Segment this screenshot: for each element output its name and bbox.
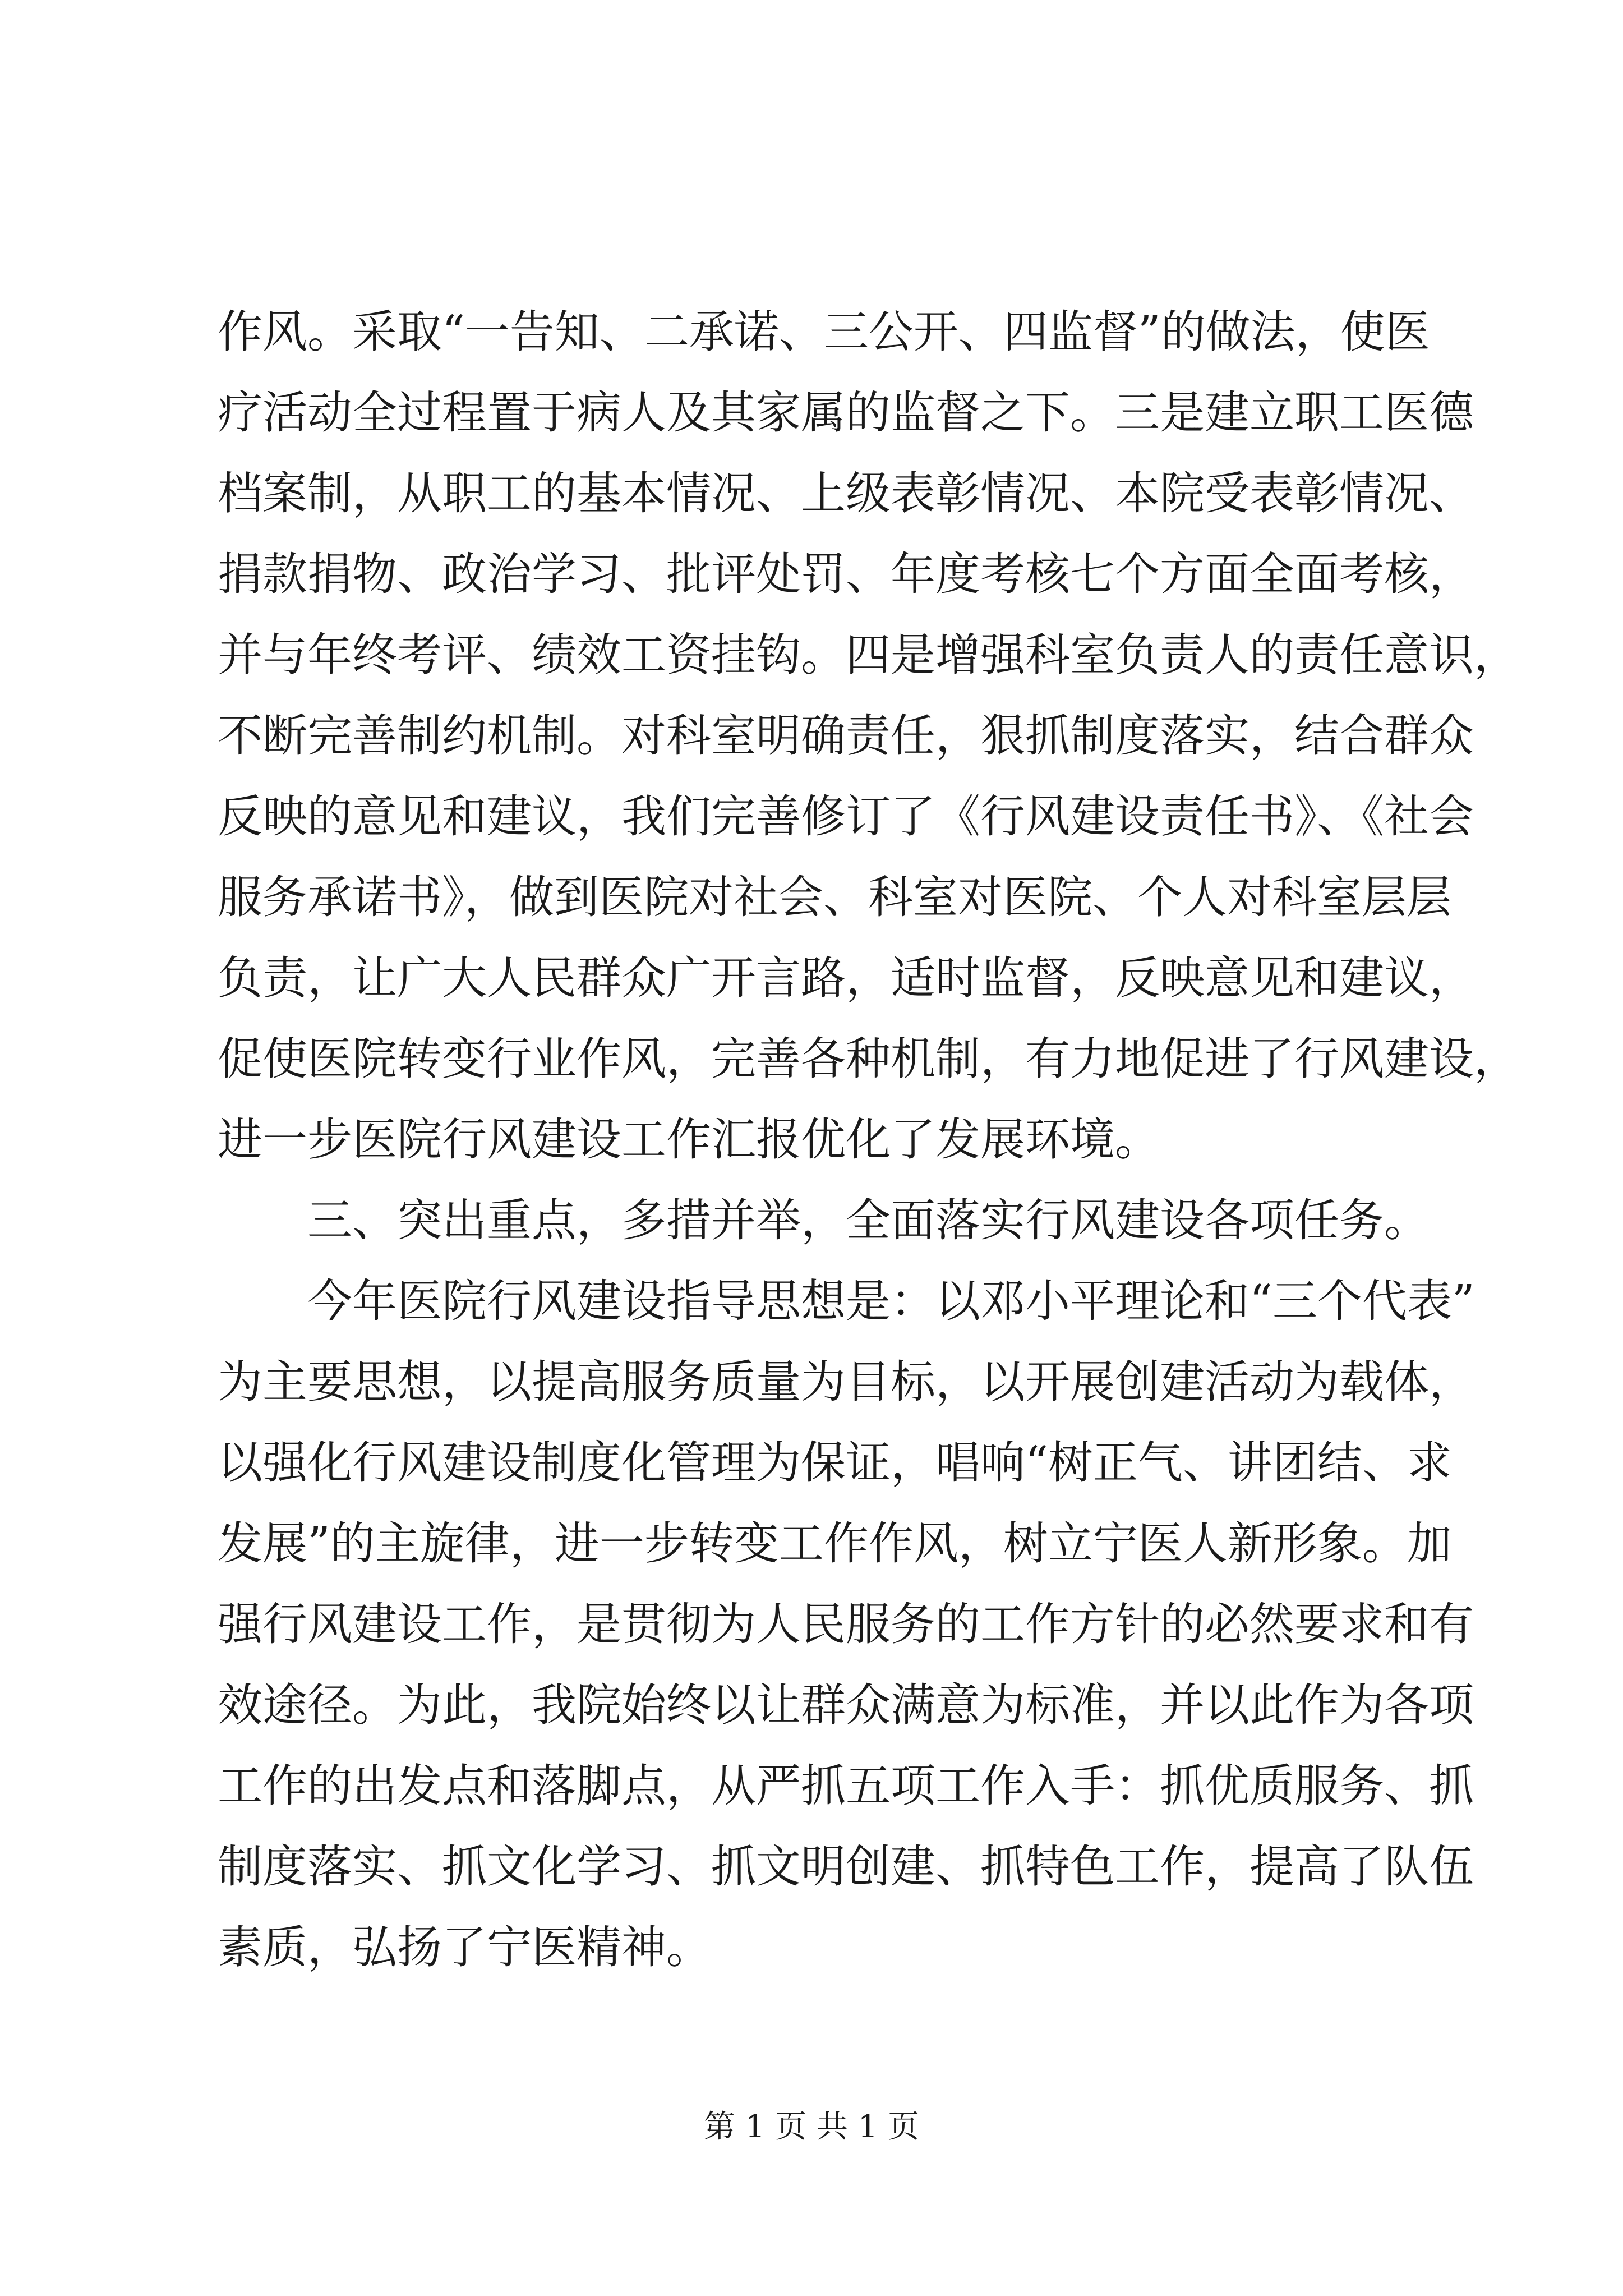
text-line: 并与年终考评、绩效工资挂钩。四是增强科室负责人的责任意识，	[218, 629, 1519, 681]
text-line: 捐款捐物、政治学习、批评处罚、年度考核七个方面全面考核，	[218, 548, 1474, 600]
document-body	[218, 292, 1519, 1988]
text-line: 作风。采取“一告知、二承诺、三公开、四监督”的做法，使医	[218, 306, 1430, 358]
text-line: 负责，让广大人民群众广开言路，适时监督，反映意见和建议，	[218, 952, 1474, 1004]
page-number-footer: 第 1 页 共 1 页	[703, 2109, 920, 2145]
text-line: 制度落实、抓文化学习、抓文明创建、抓特色工作，提高了队伍	[218, 1841, 1474, 1893]
text-line: 反映的意见和建议，我们完善修订了《行风建设责任书》、《社会	[218, 790, 1474, 843]
text-line: 不断完善制约机制。对科室明确责任，狠抓制度落实，结合群众	[218, 710, 1474, 762]
paragraph-end-line: 素质，弘扬了宁医精神。	[218, 1921, 711, 1973]
text-line: 服务承诺书》，做到医院对社会、科室对医院、个人对科室层层	[218, 871, 1451, 923]
section-heading: 三、突出重点，多措并举，全面落实行风建设各项任务。	[307, 1194, 1429, 1246]
text-line: 发展”的主旋律，进一步转变工作作风，树立宁医人新形象。加	[218, 1517, 1452, 1570]
text-line: 强行风建设工作，是贯彻为人民服务的工作方针的必然要求和有	[218, 1598, 1474, 1650]
text-line: 效途径。为此，我院始终以让群众满意为标准，并以此作为各项	[218, 1679, 1474, 1731]
paragraph-first-line: 今年医院行风建设指导思想是：以邓小平理论和“三个代表”	[307, 1275, 1475, 1327]
text-line: 为主要思想，以提高服务质量为目标，以开展创建活动为载体，	[218, 1356, 1474, 1408]
text-line: 促使医院转变行业作风，完善各种机制，有力地促进了行风建设，	[218, 1033, 1519, 1085]
text-line: 疗活动全过程置于病人及其家属的监督之下。三是建立职工医德	[218, 386, 1474, 439]
text-line: 档案制，从职工的基本情况、上级表彰情况、本院受表彰情况、	[218, 467, 1474, 519]
text-line: 以强化行风建设制度化管理为保证，唱响“树正气、讲团结、求	[218, 1437, 1452, 1489]
text-line: 工作的出发点和落脚点，从严抓五项工作入手：抓优质服务、抓	[218, 1760, 1474, 1812]
paragraph-end-line: 进一步医院行风建设工作汇报优化了发展环境。	[218, 1114, 1160, 1166]
